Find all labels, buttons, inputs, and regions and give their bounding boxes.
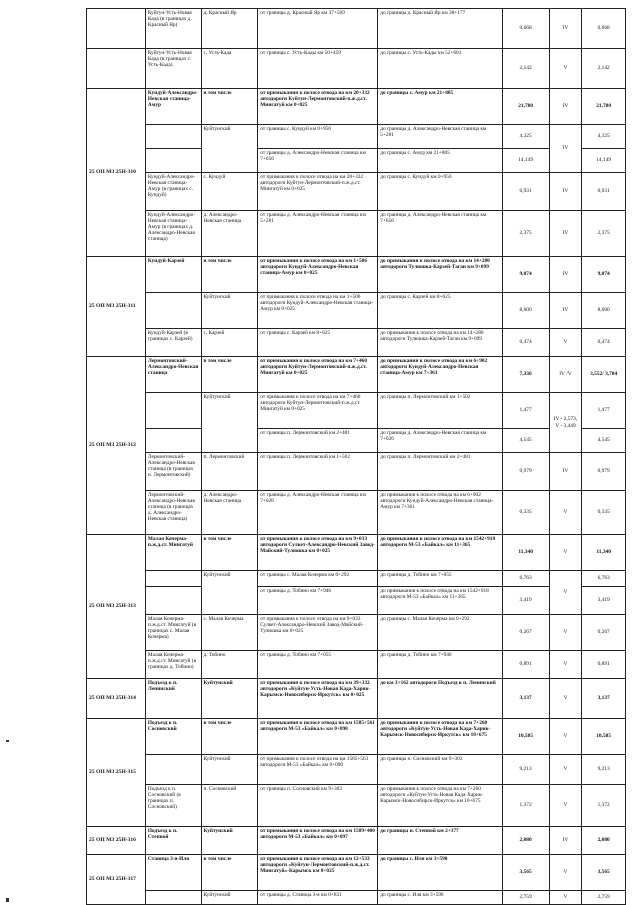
length-cell: 2,142: [502, 49, 549, 89]
category-cell: IV - 2,573, V - 3,449: [549, 393, 582, 453]
length-cell: 2,759: [502, 891, 549, 905]
territory-cell: с. Усть-Када: [201, 49, 258, 89]
end-point-cell: до примыкания к полосе отвода на км 6+902 автодороги Кундуй-Александро-Невская станица-Амур км 7+361: [378, 357, 502, 393]
territory-cell: в том числе: [201, 719, 258, 755]
start-point-cell: от примыкания к полосе отвода на км 9+033 Сулкет-Александро-Невский Завод-Майский-Тулюшка км 0+025: [258, 615, 378, 651]
end-point-cell: до границы с. Малая Кочерма км 0+292: [378, 615, 502, 651]
start-point-cell: от границы д. Станица 3-я км 0+831: [258, 891, 378, 905]
length-cell: 0,267: [502, 615, 549, 651]
territory-cell: Куйтунский: [201, 891, 258, 905]
category-cell: IV /V: [549, 357, 582, 393]
category-length-cell: 3,552/ 3,784: [582, 357, 626, 393]
table-row: [87, 453, 626, 491]
road-register-table: [86, 8, 626, 905]
territory-cell: Куйтунский: [201, 571, 258, 615]
category-length-cell: 8,600: [582, 293, 626, 329]
road-code-cell: 25 ОП МЗ 25Н-313: [87, 535, 146, 679]
end-point-cell: до границы д. Тобино км 7+055: [378, 571, 502, 587]
table-row: [87, 125, 626, 149]
table-row: [87, 535, 626, 571]
road-name-cell: [145, 755, 201, 785]
road-name-cell: Куйтун-Усть-Новая Када (в границах с. Усть-Када): [145, 49, 201, 89]
road-name-cell: Кундуй-Александро-Невская станица-Амур (в границах д. Александро-Невская станица): [145, 211, 201, 257]
category-length-cell: 4,325: [582, 125, 626, 149]
territory-cell: Куйтунский: [201, 827, 258, 855]
road-name-cell: [145, 149, 201, 173]
end-point-cell: до границы д. Александро-Невская станица км 7+656: [378, 211, 502, 257]
territory-cell: в том числе: [201, 257, 258, 293]
territory-cell: в том числе: [201, 535, 258, 571]
end-point-cell: до границы с. Иля км 3+590: [378, 855, 502, 891]
category-length-cell: 2,142: [582, 49, 626, 89]
road-name-cell: Куйтун-Усть-Новая Када (в границах д. Красный Яр): [145, 9, 201, 49]
table-row: [87, 679, 626, 719]
road-name-cell: Кундуй-Карзей: [145, 257, 201, 293]
road-register-sheet: [86, 8, 626, 905]
start-point-cell: от примыкания к полосе отвода на км 9+033 автодороги Сулкет-Александро-Невский Завод-Майский-Тулюшка км 0+025: [258, 535, 378, 571]
road-name-cell: Лермонтовский-Александро-Невская станица (в границах д. Александро-Невская станица): [145, 491, 201, 535]
end-point-cell: до км 3+162 автодороги Подъезд к п. Ленинский: [378, 679, 502, 719]
road-name-cell: Станица 3-я-Иля: [145, 855, 201, 891]
length-cell: 0,335: [502, 491, 549, 535]
end-point-cell: до границы с. Карзей км 8+625: [378, 293, 502, 329]
length-cell: 2,375: [502, 211, 549, 257]
end-point-cell: до примыкания к полосе отвода на км 1542+918 автодороги М-53 «Байкал» км 11+365: [378, 587, 502, 615]
start-point-cell: от границы п. Сосновский км 9+303: [258, 785, 378, 827]
category-length-cell: 1,372: [582, 785, 626, 827]
start-point-cell: от границы с. Малая Кочерма км 0+292: [258, 571, 378, 587]
start-point-cell: от границы п. Лермонтовский км 2+481: [258, 429, 378, 453]
category-cell: V: [549, 679, 582, 719]
start-point-cell: от примыкания к полосе отвода на км 39+332 автодороги «Куйтун-Усть-Новая Када-Харик-Карымск-Новосибирск-Иркутск» км 0+025: [258, 679, 378, 719]
category-cell: IV: [549, 173, 582, 211]
page-edge-mark: [6, 898, 9, 902]
road-name-cell: Кундуй-Карзей (в границах с. Карзей): [145, 329, 201, 357]
territory-cell: Куйтунский: [201, 125, 258, 173]
end-point-cell: до границы д. Красный Яр км 38+177: [378, 9, 502, 49]
category-length-cell: 0,668: [582, 9, 626, 49]
start-point-cell: от границы д. Александро-Невская станица км 5+281: [258, 211, 378, 257]
category-cell: IV: [549, 257, 582, 293]
table-row: [87, 719, 626, 755]
category-cell: V: [549, 535, 582, 571]
road-code-cell: 25 ОП МЗ 25Н-316: [87, 827, 146, 855]
road-code-cell: 25 ОП МЗ 25Н-310: [87, 89, 146, 257]
start-point-cell: от примыкания к полосе отвода на км 7+460 автодороги Куйтун-Лермонтовский-п.ж.д.ст. Мингатуй км 0+025: [258, 393, 378, 429]
start-point-cell: от примыкания к полосе отвода на км 20+332 автодороги Куйтун-Лермонтовский-п.ж.д.ст. Мингатуй км 0+025: [258, 89, 378, 125]
table-row: [87, 149, 626, 173]
category-length-cell: 0,931: [582, 173, 626, 211]
road-name-cell: [145, 571, 201, 587]
table-row: [87, 615, 626, 651]
end-point-cell: до границы п. Сосновский км 9+303: [378, 755, 502, 785]
end-point-cell: до границы с. Кундуй км 0+956: [378, 173, 502, 211]
territory-cell: в том числе: [201, 855, 258, 891]
category-cell: V: [549, 49, 582, 89]
start-point-cell: от границы п. Лермонтовский км 1+502: [258, 453, 378, 491]
table-row: [87, 651, 626, 679]
length-cell: 3,137: [502, 679, 549, 719]
start-point-cell: от границы д. Тобино км 7+946: [258, 587, 378, 615]
end-point-cell: до примыкания к полосе отвода на км 7+260 автодороги «Куйтун-Усть-Новая Када-Харик-Карымск-Новосибирск-Иркутск» км 10+675: [378, 719, 502, 755]
length-cell: 7,336: [502, 357, 549, 393]
end-point-cell: до границы д. Тобино км 7+946: [378, 651, 502, 679]
start-point-cell: от примыкания к полосе отвода на км 1589+400 автодороги М-53 «Байкал» км 0+097: [258, 827, 378, 855]
length-cell: 9,213: [502, 755, 549, 785]
end-point-cell: до границы с. Амур км 21+805: [378, 149, 502, 173]
table-row: [87, 49, 626, 89]
road-name-cell: Малая Кочерма-п.ж.д.ст. Мингатуй: [145, 535, 201, 571]
table-row: [87, 329, 626, 357]
length-cell: 21,780: [502, 89, 549, 125]
length-cell: 0,931: [502, 173, 549, 211]
territory-cell: в том числе: [201, 357, 258, 393]
category-length-cell: 0,979: [582, 453, 626, 491]
table-row: [87, 393, 626, 429]
road-code-cell: [87, 9, 146, 49]
road-name-cell: Лермонтовский-Александро-Невская станица: [145, 357, 201, 393]
end-point-cell: до границы п. Степной км 2+177: [378, 827, 502, 855]
category-length-cell: 6,763: [582, 571, 626, 587]
category-length-cell: 2,759: [582, 891, 626, 905]
table-row: [87, 89, 626, 125]
category-cell: V: [549, 615, 582, 651]
category-cell: V: [549, 651, 582, 679]
end-point-cell: до границы п. Лермонтовский км 2+481: [378, 453, 502, 491]
start-point-cell: от примыкания к полосе отвода на км 12+533 автодороги «Куйтун-Лермонтовский-п.ж.д.ст. Мингатуй»-Карымск км 0+025: [258, 855, 378, 891]
table-row: [87, 293, 626, 329]
end-point-cell: до границы с. Усть-Кады км 52+601: [378, 49, 502, 89]
territory-cell: Куйтунский: [201, 755, 258, 785]
length-cell: 3,419: [502, 587, 549, 615]
territory-cell: д. Тобино: [201, 651, 258, 679]
table-row: [87, 785, 626, 827]
end-point-cell: до примыкания к полосе отвода на км 14+280 автодороги Тулюшка-Карзей-Таган км 9+099: [378, 257, 502, 293]
table-row: [87, 891, 626, 905]
end-point-cell: до границы с. Амур км 21+805: [378, 89, 502, 125]
end-point-cell: до примыкания к полосе отвода на км 6+902 автодороги Кундуй-Александро-Невская станица-Амур км 7+361: [378, 491, 502, 535]
table-row: [87, 257, 626, 293]
road-name-cell: Лермонтовский-Александро-Невская станица (в границах п. Лермонтовский): [145, 453, 201, 491]
length-cell: 0,668: [502, 9, 549, 49]
start-point-cell: от примыкания к полосе отвода на км 1585+561 автодороги М-53 «Байкал» км 0+090: [258, 719, 378, 755]
category-length-cell: 2,375: [582, 211, 626, 257]
category-length-cell: 14,149: [582, 149, 626, 173]
table-row: [87, 211, 626, 257]
end-point-cell: до границы д. Александро-Невская станица км 5+281: [378, 125, 502, 149]
category-cell: V: [549, 855, 582, 891]
table-row: [87, 357, 626, 393]
end-point-cell: до примыкания к полосе отвода на км 7+260 автодороги «Куйтун-Усть-Новая Када-Харик-Карымск-Новосибирск-Иркутск» км 10+675: [378, 785, 502, 827]
category-length-cell: 4,545: [582, 429, 626, 453]
territory-cell: д. Александро-Невская станица: [201, 211, 258, 257]
road-code-cell: 25 ОП МЗ 25Н-312: [87, 357, 146, 535]
start-point-cell: от примыкания к полосе отвода на км 1+506 автодороги Кундуй-Александро-Невская станица-Амур км 0+025: [258, 257, 378, 293]
road-code-cell: 25 ОП МЗ 25Н-314: [87, 679, 146, 719]
length-cell: 3,565: [502, 855, 549, 891]
road-name-cell: [145, 125, 201, 149]
category-length-cell: 3,565: [582, 855, 626, 891]
length-cell: 11,340: [502, 535, 549, 571]
table-row: [87, 173, 626, 211]
category-cell: V: [549, 891, 582, 905]
length-cell: 8,600: [502, 293, 549, 329]
road-name-cell: Малая Кочерма-п.ж.д.ст. Мингатуй (в границах д. Тобино): [145, 651, 201, 679]
territory-cell: Куйтунский: [201, 393, 258, 453]
territory-cell: п. Лермонтовский: [201, 453, 258, 491]
category-cell: V: [549, 755, 582, 785]
road-name-cell: Подъезд к п. Сосновский (в границах п. Сосновский): [145, 785, 201, 827]
start-point-cell: от границы д. Тобино км 7+055: [258, 651, 378, 679]
length-cell: 6,763: [502, 571, 549, 587]
start-point-cell: от границы с. Усть-Кады км 50+459: [258, 49, 378, 89]
territory-cell: Куйтунский: [201, 679, 258, 719]
length-cell: 0,474: [502, 329, 549, 357]
territory-cell: п. Сосновский: [201, 785, 258, 827]
road-name-cell: Подъезд к п. Сосновский: [145, 719, 201, 755]
category-length-cell: 3,419: [582, 587, 626, 615]
start-point-cell: от границы с. Карзей км 8+625: [258, 329, 378, 357]
category-length-cell: 9,213: [582, 755, 626, 785]
road-code-cell: [87, 49, 146, 89]
territory-cell: с. Малая Кочерма: [201, 615, 258, 651]
page-edge-mark: [6, 740, 9, 742]
road-code-cell: 25 ОП МЗ 25Н-315: [87, 719, 146, 827]
category-length-cell: 10,585: [582, 719, 626, 755]
road-name-cell: [145, 393, 201, 429]
start-point-cell: от границы д. Красный Яр км 37+509: [258, 9, 378, 49]
start-point-cell: от границы д. Александро-Невская станица км 7+656: [258, 149, 378, 173]
category-length-cell: 0,335: [582, 491, 626, 535]
start-point-cell: от границы д. Александро-Невская станица км 7+026: [258, 491, 378, 535]
table-row: [87, 755, 626, 785]
road-name-cell: [145, 429, 201, 453]
category-length-cell: 2,080: [582, 827, 626, 855]
category-length-cell: 11,340: [582, 535, 626, 571]
category-cell: IV: [549, 211, 582, 257]
table-row: [87, 587, 626, 615]
territory-cell: д. Александро-Невская станица: [201, 491, 258, 535]
table-row: [87, 429, 626, 453]
end-point-cell: до границы д. Александро-Невская станица км 7+026: [378, 429, 502, 453]
road-code-cell: 25 ОП МЗ 25Н-311: [87, 257, 146, 357]
length-cell: 14,149: [502, 149, 549, 173]
start-point-cell: от примыкания к полосе отвода на км 7+460 автодороги Куйтун-Лермонтовский-п.ж.д.ст. Мингатуй км 0+025: [258, 357, 378, 393]
category-cell: IV: [549, 9, 582, 49]
category-cell: V: [549, 785, 582, 827]
category-length-cell: 3,137: [582, 679, 626, 719]
territory-cell: с. Карзей: [201, 329, 258, 357]
road-name-cell: [145, 891, 201, 905]
territory-cell: с. Кундуй: [201, 173, 258, 211]
category-cell: V: [549, 571, 582, 615]
category-cell: IV: [549, 89, 582, 125]
table-row: [87, 827, 626, 855]
length-cell: 0,891: [502, 651, 549, 679]
table-row: [87, 571, 626, 587]
category-cell: V: [549, 329, 582, 357]
table-row: [87, 491, 626, 535]
road-name-cell: Подъезд к п. Ленинский: [145, 679, 201, 719]
road-code-cell: 25 ОП МЗ 25Н-317: [87, 855, 146, 905]
category-length-cell: 0,267: [582, 615, 626, 651]
territory-cell: д. Красный Яр: [201, 9, 258, 49]
start-point-cell: от примыкания к полосе отвода на км 20+332 автодороги Куйтун-Лермонтовский-п.ж.д.ст. Мингатуй км 0+025: [258, 173, 378, 211]
territory-cell: в том числе: [201, 89, 258, 125]
length-cell: 4,325: [502, 125, 549, 149]
category-cell: IV: [549, 293, 582, 329]
end-point-cell: до примыкания к полосе отвода на км 14+280 автодороги Тулюшка-Карзей-Таган км 9+099: [378, 329, 502, 357]
category-cell: IV: [549, 453, 582, 491]
length-cell: 4,545: [502, 429, 549, 453]
start-point-cell: от примыкания к полосе отвода на км 1+506 автодороги Кундуй-Александро-Невская станица-Амур км 0+025: [258, 293, 378, 329]
category-length-cell: 21,780: [582, 89, 626, 125]
length-cell: 10,585: [502, 719, 549, 755]
category-cell: IV: [549, 125, 582, 173]
category-cell: IV: [549, 827, 582, 855]
register-rows: [87, 9, 626, 905]
category-cell: V: [549, 719, 582, 755]
category-cell: V: [549, 491, 582, 535]
table-row: [87, 9, 626, 49]
end-point-cell: до примыкания к полосе отвода на км 1542+918 автодороги М-53 «Байкал» км 11+365: [378, 535, 502, 571]
end-point-cell: до границы п. Лермонтовский км 1+502: [378, 393, 502, 429]
road-name-cell: Подъезд к п. Степной: [145, 827, 201, 855]
category-length-cell: 0,891: [582, 651, 626, 679]
length-cell: 1,372: [502, 785, 549, 827]
end-point-cell: до границы с. Иля км 3+590: [378, 891, 502, 905]
territory-cell: Куйтунский: [201, 293, 258, 329]
road-name-cell: Малая Кочерма-п.ж.д.ст. Мингатуй (в границах с. Малая Кочерма): [145, 615, 201, 651]
length-cell: 0,979: [502, 453, 549, 491]
length-cell: 2,080: [502, 827, 549, 855]
start-point-cell: от границы с. Кундуй км 0+956: [258, 125, 378, 149]
road-name-cell: Кундуй-Александро-Невская станица-Амур (в границах с. Кундуй): [145, 173, 201, 211]
road-name-cell: [145, 587, 201, 615]
table-row: [87, 855, 626, 891]
road-name-cell: [145, 293, 201, 329]
category-length-cell: 0,474: [582, 329, 626, 357]
length-cell: 9,074: [502, 257, 549, 293]
category-length-cell: 9,074: [582, 257, 626, 293]
length-cell: 1,477: [502, 393, 549, 429]
road-name-cell: Кундуй-Александро-Невская станица-Амур: [145, 89, 201, 125]
start-point-cell: от примыкания к полосе отвода на км 1585+561 автодороги М-53 «Байкал» км 0+090: [258, 755, 378, 785]
category-length-cell: 1,477: [582, 393, 626, 429]
